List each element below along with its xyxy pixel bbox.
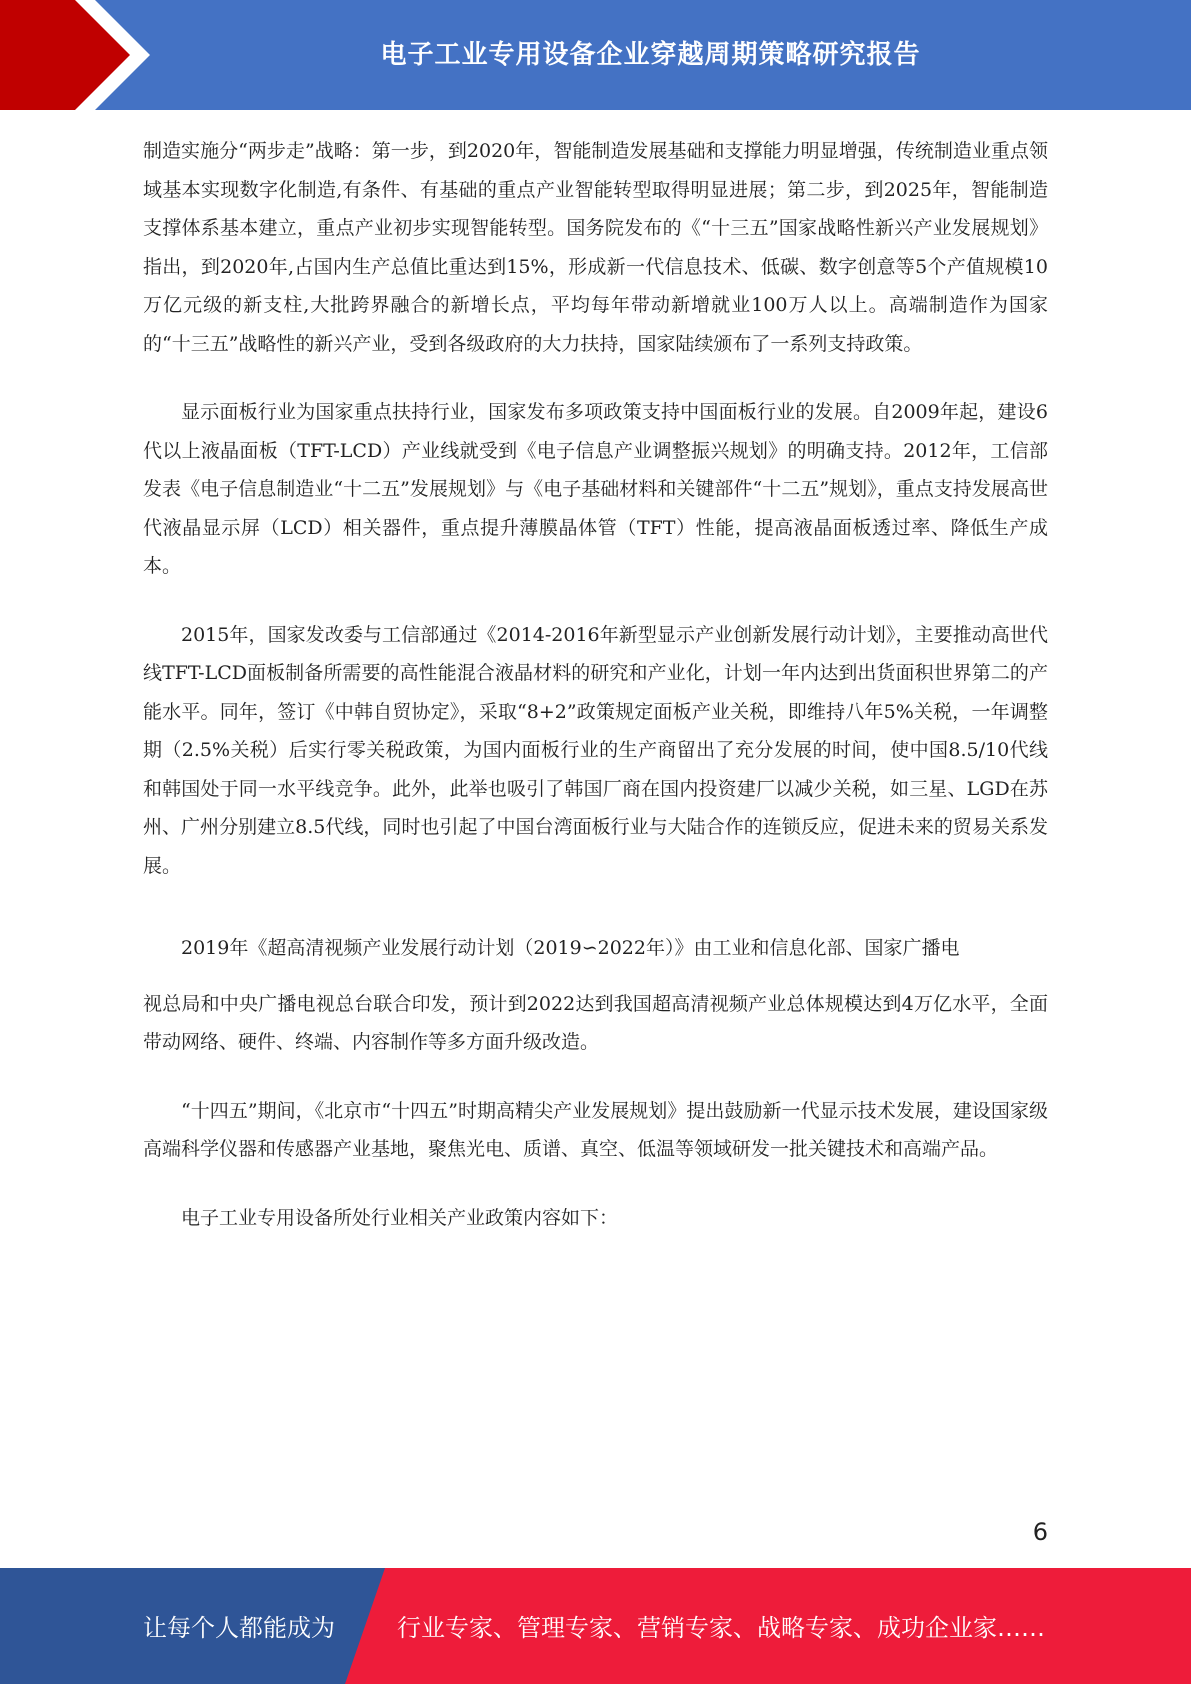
footer-slogan-right: 行业专家、管理专家、营销专家、战略专家、成功企业家…… — [397, 1614, 1045, 1642]
paragraph-6: 电子工业专用设备所处行业相关产业政策内容如下： — [181, 1206, 619, 1229]
paragraph-3: 2015年，国家发改委与工信部通过《2014-2016年新型显示产业创新发展行动计划》，主要推动高世代线TFT-LCD面板制备所需要的高性能混合液晶材料的研究和产业化，计划一年内达到出货面积世界第二的产能水平。同年，签订《中韩自贸协定》，采取“8+2”政策规定面板产业关税，即维持八年5%关税，一年调整期（2.5%关税）后实行零关税政策，为国内面板行业的生产商留出了充分发展的时间，使中国8.5/10代线和韩国处于同一水平线竞争。此外，此举也吸引了韩国厂商在国内投资建厂以减少关税，如三星、LGD在苏州、广州分别建立8.5代线，同时也引起了中国台湾面板行业与大陆合作的连锁反应，促进未来的贸易关系发展。 — [143, 623, 1048, 877]
paragraph-2: 显示面板行业为国家重点扶持行业，国家发布多项政策支持中国面板行业的发展。自2009年起，建设6代以上液晶面板（TFT-LCD）产业线就受到《电子信息产业调整振兴规划》的明确支持。2012年，工信部发表《电子信息制造业“十二五”发展规划》与《电子基础材料和关键部件“十二五”规划》，重点支持发展高世代液晶显示屏（LCD）相关器件，重点提升薄膜晶体管（TFT）性能，提高液晶面板透过率、降低生产成本。 — [143, 401, 1048, 577]
page-header — [0, 0, 1191, 110]
paragraph-5: “十四五”期间，《北京市“十四五”时期高精尖产业发展规划》提出鼓励新一代显示技术发展，建设国家级高端科学仪器和传感器产业基地，聚焦光电、质谱、真空、低温等领域研发一批关键技术和高端产品。 — [143, 1099, 1048, 1160]
paragraph-4 — [143, 929, 1048, 1062]
page-footer — [0, 1568, 1191, 1684]
report-title: 电子工业专用设备企业穿越周期策略研究报告 — [380, 39, 921, 70]
page-number: 6 — [1032, 1518, 1048, 1546]
footer-slogan-left: 让每个人都能成为 — [143, 1614, 335, 1642]
paragraph-4-line-1: 2019年《超高清视频产业发展行动计划（2019∽2022年）》由工业和信息化部、国家广播电 — [181, 937, 960, 959]
paragraph-4-rest: 视总局和中央广播电视总台联合印发，预计到2022达到我国超高清视频产业总体规模达到4万亿水平，全面带动网络、硬件、终端、内容制作等多方面升级改造。 — [143, 992, 1048, 1053]
paragraph-1: 制造实施分“两步走”战略：第一步，到2020年，智能制造发展基础和支撑能力明显增强，传统制造业重点领域基本实现数字化制造,有条件、有基础的重点产业智能转型取得明显进展；第二步，到2025年，智能制造支撑体系基本建立，重点产业初步实现智能转型。国务院发布的《“十三五”国家战略性新兴产业发展规划》指出，到2020年,占国内生产总值比重达到15%，形成新一代信息技术、低碳、数字创意等5个产值规模10万亿元级的新支柱,大批跨界融合的新增长点，平均每年带动新增就业100万人以上。高端制造作为国家的“十三五”战略性的新兴产业，受到各级政府的大力扶持，国家陆续颁布了一系列支持政策。 — [143, 140, 1048, 355]
document-body — [143, 132, 1048, 1237]
